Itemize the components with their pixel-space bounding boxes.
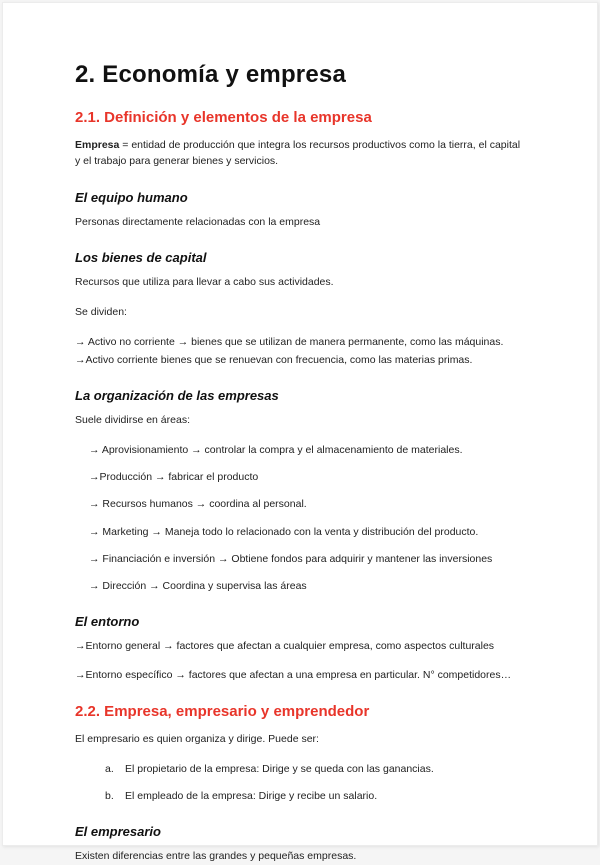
organizacion-intro: Suele dividirse en áreas: [75, 414, 190, 427]
list-item-empleado [75, 789, 525, 804]
list-marker-a: a. [105, 762, 114, 775]
activo-corriente-line: →Activo corriente bienes que se renuevan con frecuencia, como las materias primas. [75, 353, 473, 366]
area-item-aprovisionamiento: → Aprovisionamiento → controlar la compra y el almacenamiento de materiales. [89, 444, 463, 456]
section-heading-2-2: 2.2. Empresa, empresario y emprendedor [75, 702, 370, 720]
area-item-recursos-humanos: → Recursos humanos → coordina al personal. [89, 498, 307, 511]
bienes-capital-text: Recursos que utiliza para llevar a cabo sus actividades. [75, 276, 334, 289]
activo-no-corriente-line: → Activo no corriente → bienes que se utilizan de manera permanente, como las máquinas. [75, 335, 504, 348]
subheading-el-empresario: El empresario [75, 823, 161, 839]
entorno-general-line: →Entorno general → factores que afectan a cualquier empresa, como aspectos culturales [75, 640, 495, 653]
el-empresario-text: Existen diferencias entre las grandes y pequeñas empresas. [75, 849, 357, 862]
areas-list [75, 443, 525, 594]
entorno-list [75, 639, 525, 682]
section-heading-2-1: 2.1. Definición y elementos de la empresa [75, 109, 372, 126]
equipo-humano-text: Personas directamente relacionadas con la empresa [75, 215, 321, 228]
document-page [2, 2, 598, 862]
empresario-intro: El empresario es quien organiza y dirige. Puede ser: [75, 732, 319, 745]
list-item-empleado-text: El empleado de la empresa: Dirige y recibe un salario. [125, 789, 378, 802]
area-item-direccion: → Dirección → Coordina y supervisa las áreas [89, 580, 307, 593]
area-item-produccion: →Producción → fabricar el producto [89, 471, 259, 484]
subheading-organizacion: La organización de las empresas [75, 388, 279, 404]
definition-rest: = entidad de producción que integra los recursos productivos como la tierra, el capital y el trabajo para generar bienes y servicios. [75, 139, 521, 167]
empresario-options-list [75, 762, 525, 804]
subheading-bienes-capital: Los bienes de capital [75, 250, 207, 266]
se-dividen-text: Se dividen: [75, 306, 127, 318]
list-item-propietario-text: El propietario de la empresa: Dirige y se queda con las ganancias. [125, 762, 434, 775]
subheading-entorno: El entorno [75, 614, 140, 630]
definition-paragraph [75, 138, 525, 170]
definition-term: Empresa [75, 139, 120, 151]
document-title: 2. Economía y empresa [75, 61, 346, 88]
area-item-marketing: → Marketing → Maneja todo lo relacionado con la venta y distribución del producto. [89, 525, 479, 538]
entorno-especifico-line: →Entorno específico → factores que afectan a una empresa en particular. N° competidores… [75, 668, 512, 681]
list-marker-b: b. [105, 789, 114, 802]
subheading-equipo-humano: El equipo humano [75, 189, 188, 205]
list-item-propietario [75, 762, 525, 777]
area-item-financiacion: → Financiación e inversión → Obtiene fondos para adquirir y mantener las inversiones [89, 552, 493, 565]
